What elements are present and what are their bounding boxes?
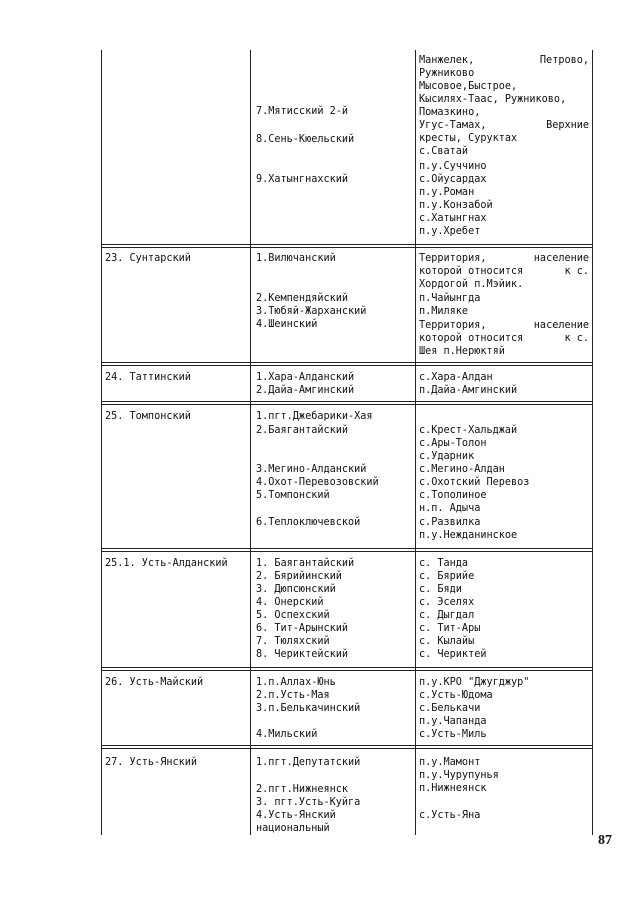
cell-text: 4.Охот-Перевозовский [256, 477, 379, 488]
cell-text: 4.Усть-Янский [256, 810, 336, 821]
row-rule [101, 667, 593, 668]
cell-text: 3.Тюбяй-Жарханский [256, 306, 367, 317]
district-name: 27. Усть-Янский [105, 757, 198, 768]
cell-text: 5.Томпонский [256, 490, 330, 501]
cell-text: 2.Кемпендяйский [256, 293, 349, 304]
cell-text: Верхние [546, 120, 589, 131]
cell-text: с. Дыгдал [419, 610, 475, 621]
cell-text: Манжелек, [419, 55, 475, 66]
column-rule-left [101, 50, 102, 835]
cell-text: 2.Баягантайский [256, 425, 349, 436]
cell-text: с.Хара-Алдан [419, 372, 493, 383]
cell-text: 1.п.Аллах-Юнь [256, 677, 336, 688]
cell-text: с.Мегино-Алдан [419, 464, 505, 475]
district-name: 25.1. Усть-Алданский [105, 558, 228, 569]
cell-text: п.у.Мамонт [419, 757, 481, 768]
cell-text: п.у.Суччино [419, 161, 487, 172]
cell-text: с.Ойусардах [419, 174, 487, 185]
cell-text: к с. [564, 266, 589, 277]
cell-text: 9.Хатынгнахский [256, 174, 349, 185]
cell-text: Территория, [419, 253, 487, 264]
cell-text: 1.пгт.Джебарики-Хая [256, 411, 373, 422]
cell-text: Мысовое,Быстрое, [419, 81, 518, 92]
cell-text: п.Миляке [419, 306, 469, 317]
cell-text: с.Крест-Хальджай [419, 425, 518, 436]
cell-text: п.у.Роман [419, 187, 475, 198]
row-rule [101, 362, 593, 363]
cell-text: с.Ударник [419, 451, 475, 462]
row-rule [101, 551, 593, 552]
cell-text: с.Усть-Юдома [419, 690, 493, 701]
cell-text: Угус-Тамах, [419, 120, 487, 131]
cell-text: 2.п.Усть-Мая [256, 690, 330, 701]
cell-text: п.Чайынгда [419, 293, 481, 304]
cell-text: 1.Хара-Алданский [256, 372, 355, 383]
cell-text: 3. Дюпсюнский [256, 584, 336, 595]
cell-text: п.Дайа-Амгинский [419, 385, 518, 396]
row-rule [101, 748, 593, 749]
cell-text: с.Хатынгнах [419, 213, 487, 224]
cell-text: 2. Бярийинский [256, 571, 342, 582]
cell-text: Шея п.Нерюктяй [419, 346, 505, 357]
cell-text: с.Белькачи [419, 703, 481, 714]
cell-text: 7.Мятисский 2-й [256, 106, 349, 117]
cell-text: которой относится [419, 333, 524, 344]
district-name: 26. Усть-Майский [105, 677, 204, 688]
row-rule [101, 365, 593, 366]
cell-text: кресты, Суруктах [419, 133, 518, 144]
row-rule [101, 401, 593, 402]
district-name: 25. Томпонский [105, 411, 191, 422]
row-rule [101, 745, 593, 746]
cell-text: с.Развилка [419, 517, 481, 528]
cell-text: с. Бяди [419, 584, 462, 595]
cell-text: п.у.Чапанда [419, 716, 487, 727]
district-name: 23. Сунтарский [105, 253, 191, 264]
column-rule-right [592, 50, 593, 835]
cell-text: 8. Чериктейский [256, 649, 349, 660]
cell-text: 1.Вилючанский [256, 253, 336, 264]
cell-text: 3. пгт.Усть-Куйга [256, 797, 361, 808]
cell-text: 4.Мильский [256, 729, 318, 740]
cell-text: 7. Тюляхский [256, 636, 330, 647]
cell-text: Ружниково [419, 68, 475, 79]
cell-text: Петрово, [539, 55, 589, 66]
cell-text: с. Тит-Ары [419, 623, 481, 634]
cell-text: Помазкино, [419, 107, 481, 118]
cell-text: н.п. Адыча [419, 503, 481, 514]
cell-text: 2.Дайа-Амгинский [256, 385, 355, 396]
cell-text: п.у.КРО "Джугджур" [419, 677, 530, 688]
row-rule [101, 548, 593, 549]
cell-text: 4.Шеинский [256, 319, 318, 330]
cell-text: 3.Мегино-Алданский [256, 464, 367, 475]
cell-text: 4. Онерский [256, 597, 324, 608]
cell-text: 5. Оспехский [256, 610, 330, 621]
cell-text: 8.Сень-Кюельский [256, 134, 355, 145]
cell-text: население [533, 253, 589, 264]
district-name: 24. Таттинский [105, 372, 191, 383]
cell-text: с. Бярийе [419, 571, 475, 582]
cell-text: 1. Баягантайский [256, 558, 355, 569]
cell-text: которой относится [419, 266, 524, 277]
cell-text: с.Усть-Яна [419, 810, 481, 821]
cell-text: 1.пгт.Депутатский [256, 757, 361, 768]
cell-text: Хордогой п.Мэйик. [419, 279, 524, 290]
cell-text: с.Тополиное [419, 490, 487, 501]
row-rule [101, 670, 593, 671]
cell-text: п.у.Чурупунья [419, 770, 499, 781]
cell-text: Территория, [419, 320, 487, 331]
cell-text: 2.пгт.Нижнеянск [256, 784, 349, 795]
cell-text: к с. [564, 333, 589, 344]
cell-text: с.Охотский Перевоз [419, 477, 530, 488]
cell-text: 6.Теплоключевской [256, 517, 361, 528]
cell-text: с. Танда [419, 558, 469, 569]
cell-text: с.Ары-Толон [419, 438, 487, 449]
cell-text: с.Усть-Миль [419, 729, 487, 740]
column-rule-2 [415, 50, 416, 835]
cell-text: с.Сватай [419, 146, 469, 157]
cell-text: 3.п.Белькачинский [256, 703, 361, 714]
page-number: 87 [598, 833, 612, 848]
cell-text: п.у.Конзабой [419, 200, 493, 211]
cell-text: п.Нижнеянск [419, 783, 487, 794]
cell-text: п.у.Нежданинское [419, 530, 518, 541]
row-rule [101, 247, 593, 248]
cell-text: с. Эселях [419, 597, 475, 608]
cell-text: 6. Тит-Арынский [256, 623, 349, 634]
cell-text: п.у.Хребет [419, 226, 481, 237]
column-rule-1 [250, 50, 251, 835]
cell-text: с. Чериктей [419, 649, 487, 660]
row-rule [101, 244, 593, 245]
cell-text: национальный [256, 823, 330, 834]
cell-text: Кысилях-Таас, Ружниково, [419, 94, 567, 105]
cell-text: население [533, 320, 589, 331]
cell-text: с. Кылайы [419, 636, 475, 647]
row-rule [101, 404, 593, 405]
